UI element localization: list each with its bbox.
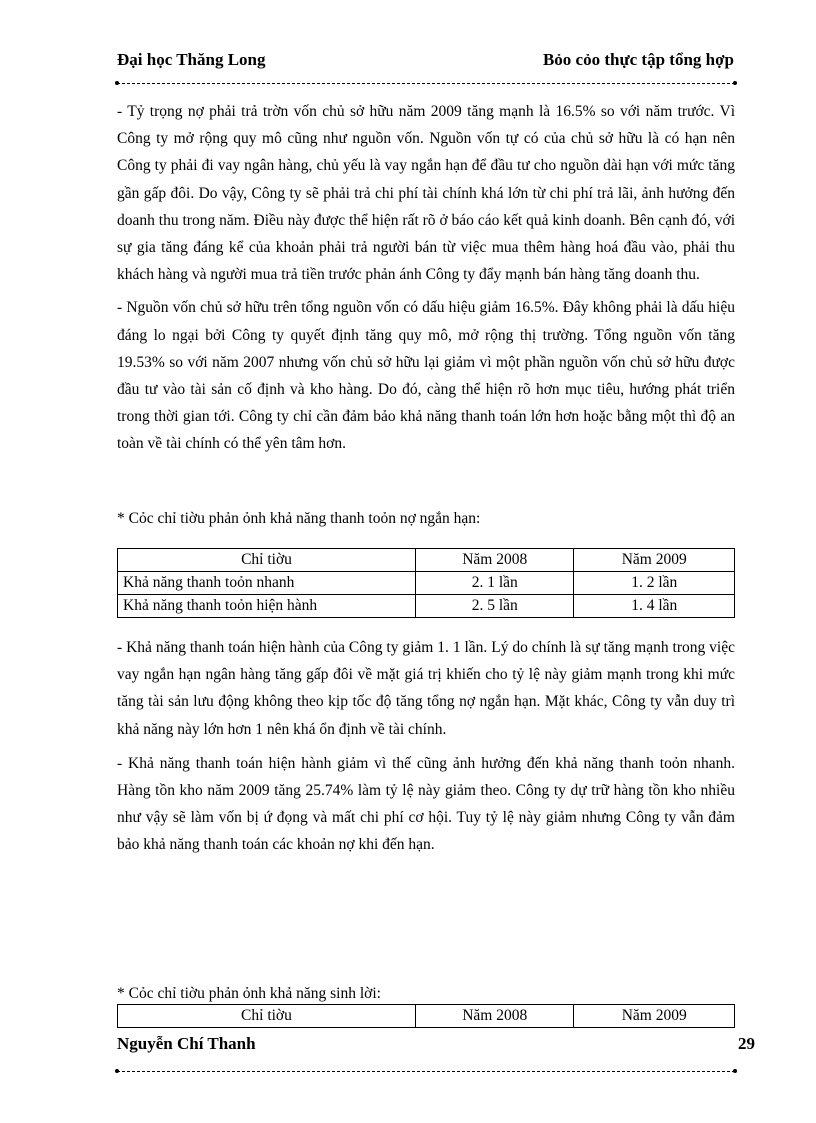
table-cell: 2. 1 lần — [415, 572, 574, 595]
liquidity-table — [117, 548, 735, 618]
table-cell: Khả năng thanh toỏn hiện hành — [118, 595, 416, 618]
header-report-title: Bỏo cỏo thực tập tổng hợp — [542, 50, 734, 69]
body-text-bottom — [117, 634, 735, 866]
table-header-row — [118, 549, 735, 572]
table-cell: 1. 4 lần — [574, 595, 735, 618]
table-header-cell: Năm 2008 — [415, 549, 574, 572]
table-header-cell: Chỉ tiờu — [118, 549, 416, 572]
table-header-row — [118, 1005, 735, 1028]
page-number: 29 — [738, 1034, 755, 1053]
paragraph-quick-ratio: - Khả năng thanh toán hiện hành giảm vì thế cũng ảnh hưởng đến khả năng thanh toỏn nhanh. Hàng tồn kho năm 2009 tăng 25.74% làm tỷ lệ này giảm theo. Công ty dự trữ hàng tồn kho nhiều như vậy sẽ làm vốn bị ứ đọng và mất chi phí cơ hội. Tuy tỷ lệ này giảm nhưng Công ty vẫn đảm bảo khả năng thanh toán các khoản nợ khi đến hạn. — [117, 754, 735, 854]
paragraph-current-ratio: - Khả năng thanh toán hiện hành của Công ty giảm 1. 1 lần. Lý do chính là sự tăng mạnh trong việc vay ngắn hạn ngân hàng tăng gấp đôi về mặt giá trị khiến cho tỷ lệ này giảm mạnh trong khi mức tăng tài sản lưu động không theo kịp tốc độ tăng tổng nợ ngắn hạn. Mặt khác, Công ty vẫn duy trì khả năng này lớn hơn 1 nên khá ổn định về tài chính. — [117, 639, 735, 738]
table-header-cell: Năm 2009 — [574, 1005, 735, 1028]
paragraph-equity-ratio: - Nguồn vốn chủ sở hữu trên tổng nguồn vốn có dấu hiệu giảm 16.5%. Đây không phải là dấu hiệu đáng lo ngại bởi Công ty quyết định tăng quy mô, mở rộng thị trường. Tổng nguồn vốn tăng 19.53% so với năm 2007 nhưng vốn chủ sở hữu lại giảm vì một phần nguồn vốn chủ sở hữu được đầu tư vào tài sản cố định và kho hàng. Do đó, càng thể hiện rõ hơn mục tiêu, hướng phát triển trong thời gian tới. Công ty chỉ cần đảm bảo khả năng thanh toán lớn hơn hoặc bằng một thì độ an toàn về tài chính có thể yên tâm hơn. — [117, 299, 735, 453]
paragraph-debt-ratio: - Tỷ trọng nợ phải trả trờn vốn chủ sở hữu năm 2009 tăng mạnh là 16.5% so với năm trước. Vì Công ty mở rộng quy mô cũng như nguồn vốn. Nguồn vốn tự có của chủ sở hữu là có hạn nên Công ty phải đi vay ngân hàng, chủ yếu là vay ngắn hạn để đầu tư cho nguồn dài hạn với mức tăng gần gấp đôi. Do vậy, Công ty sẽ phải trả chi phí tài chính khá lớn từ chi phí trả lãi, ảnh hưởng đến doanh thu trong năm. Điều này được thể hiện rất rõ ở báo cáo kết quả kinh doanh. Bên cạnh đó, với sự gia tăng đáng kể của khoản phải trả người bán từ việc mua thêm hàng hoá đầu vào, phải thu khách hàng và người mua trả tiền trước phản ánh Công ty đẩy mạnh bán hàng tăng doanh thu. — [117, 103, 735, 284]
footer-divider — [117, 1071, 735, 1072]
table-header-cell: Năm 2009 — [574, 549, 735, 572]
table-row — [118, 595, 735, 618]
footer-author: Nguyễn Chí Thanh — [117, 1034, 262, 1054]
table1-title: * Cỏc chỉ tiờu phản ỏnh khả năng thanh toỏn nợ ngắn hạn: — [117, 510, 481, 527]
table-row — [118, 572, 735, 595]
header-school-name: Đại học Thăng Long — [117, 50, 266, 69]
table-cell: 1. 2 lần — [574, 572, 735, 595]
body-text-top — [117, 98, 735, 465]
table-cell: 2. 5 lần — [415, 595, 574, 618]
table-header-cell: Chỉ tiờu — [118, 1005, 416, 1028]
header-divider — [117, 83, 735, 84]
profitability-table — [117, 1004, 735, 1028]
table2-title: * Cỏc chỉ tiờu phản ỏnh khả năng sinh lời: — [117, 985, 381, 1002]
table-header-cell: Năm 2008 — [415, 1005, 574, 1028]
table-cell: Khả năng thanh toỏn nhanh — [118, 572, 416, 595]
